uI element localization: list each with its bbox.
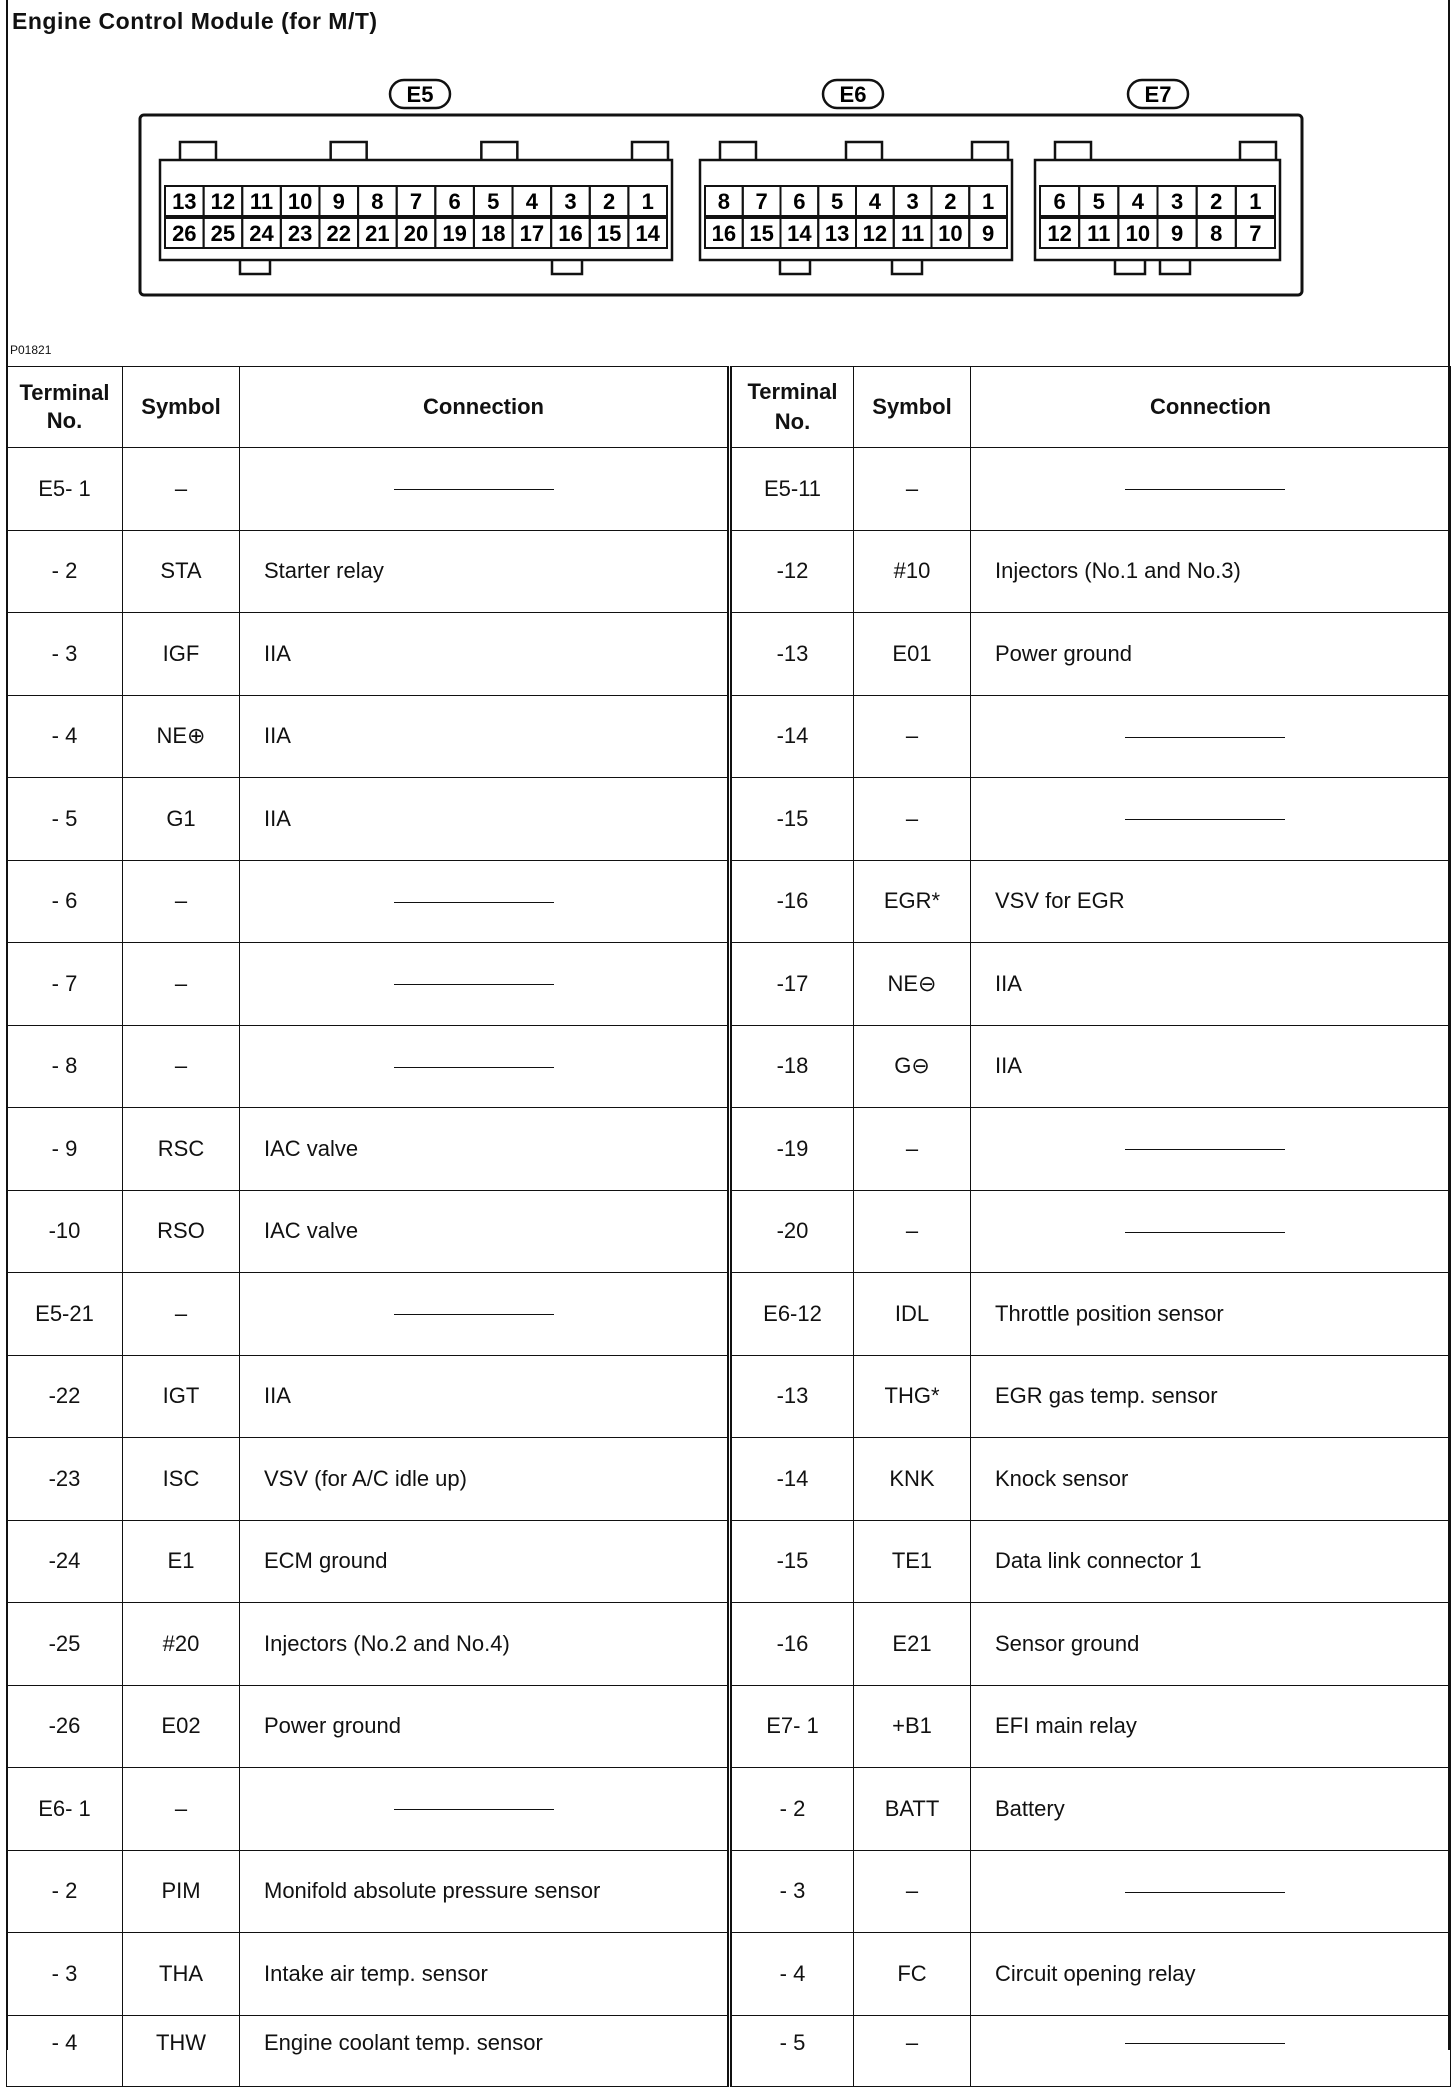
pin-number: 12	[210, 189, 236, 214]
connection-cell: IIA	[971, 943, 1451, 1026]
connection-cell: IIA	[240, 778, 730, 861]
connector-latch	[552, 260, 582, 274]
terminal-cell: - 4	[7, 695, 123, 778]
connection-cell: Monifold absolute pressure sensor	[240, 1850, 730, 1933]
header-connection: Connection	[971, 367, 1451, 448]
connection-cell	[240, 1768, 730, 1851]
connector-tab	[1055, 142, 1091, 160]
no-connection-line	[394, 1314, 554, 1315]
connector-diagram	[0, 0, 1456, 360]
table-row	[7, 1933, 1451, 2016]
header-symbol: Symbol	[854, 367, 971, 448]
no-connection-line	[1125, 1232, 1285, 1233]
symbol-cell: THG*	[854, 1355, 971, 1438]
connection-cell: EGR gas temp. sensor	[971, 1355, 1451, 1438]
symbol-cell: NE⊕	[123, 695, 240, 778]
symbol-cell: TE1	[854, 1520, 971, 1603]
terminal-cell: -17	[730, 943, 854, 1026]
connection-cell: IIA	[240, 613, 730, 696]
connector-label: E5	[406, 82, 434, 107]
symbol-cell: E21	[854, 1603, 971, 1686]
pin-number: 14	[787, 221, 812, 246]
symbol-cell: FC	[854, 1933, 971, 2016]
terminal-cell: - 4	[7, 2015, 123, 2086]
terminal-cell: - 2	[730, 1768, 854, 1851]
terminal-cell: - 8	[7, 1025, 123, 1108]
connector-tab	[1240, 142, 1276, 160]
connector-tab	[180, 142, 216, 160]
table-row	[7, 943, 1451, 1026]
symbol-cell: #20	[123, 1603, 240, 1686]
pin-number: 17	[519, 221, 545, 246]
pin-number: 6	[793, 189, 806, 214]
terminal-cell: - 5	[730, 2015, 854, 2086]
pin-number: 21	[365, 221, 390, 246]
connection-cell	[971, 695, 1451, 778]
terminal-cell: - 2	[7, 530, 123, 613]
terminal-cell: - 7	[7, 943, 123, 1026]
terminal-cell: - 3	[7, 1933, 123, 2016]
pin-number: 11	[249, 189, 274, 214]
connection-cell: Knock sensor	[971, 1438, 1451, 1521]
connection-cell	[240, 860, 730, 943]
connection-cell	[240, 448, 730, 531]
pin-number: 8	[1210, 221, 1223, 246]
table-row	[7, 1355, 1451, 1438]
terminal-cell: - 6	[7, 860, 123, 943]
pin-number: 13	[824, 221, 850, 246]
pin-number: 24	[249, 221, 274, 246]
pin-number: 16	[558, 221, 583, 246]
terminal-cell: -26	[7, 1685, 123, 1768]
pin-number: 16	[711, 221, 737, 246]
pin-number: 5	[831, 189, 844, 214]
symbol-cell: –	[123, 943, 240, 1026]
connection-cell: Sensor ground	[971, 1603, 1451, 1686]
terminal-cell: -16	[730, 860, 854, 943]
connector-e7	[1035, 80, 1280, 274]
table-row	[7, 448, 1451, 531]
connection-cell: VSV (for A/C idle up)	[240, 1438, 730, 1521]
pin-number: 2	[602, 189, 616, 214]
terminal-cell: - 3	[730, 1850, 854, 1933]
terminal-cell: E5- 1	[7, 448, 123, 531]
connection-cell	[971, 2015, 1451, 2086]
symbol-cell: –	[854, 695, 971, 778]
connection-cell	[971, 1190, 1451, 1273]
pin-number: 3	[906, 189, 919, 214]
terminal-cell: -13	[730, 1355, 854, 1438]
terminal-cell: -15	[730, 778, 854, 861]
pin-number: 19	[442, 221, 467, 246]
table-row	[7, 613, 1451, 696]
page-title: Engine Control Module (for M/T)	[12, 8, 378, 34]
terminal-cell: -12	[730, 530, 854, 613]
connection-cell: Starter relay	[240, 530, 730, 613]
connector-latch	[780, 260, 810, 274]
connection-cell: Circuit opening relay	[971, 1933, 1451, 2016]
terminal-cell: E7- 1	[730, 1685, 854, 1768]
pin-number: 4	[868, 189, 881, 214]
pin-number: 3	[564, 189, 577, 214]
table-header-row	[7, 367, 1451, 448]
connection-cell	[971, 448, 1451, 531]
connection-cell	[240, 1025, 730, 1108]
no-connection-line	[394, 489, 554, 490]
table-row	[7, 860, 1451, 943]
connector-label: E6	[839, 82, 867, 107]
symbol-cell: ISC	[123, 1438, 240, 1521]
connector-e5	[160, 80, 672, 274]
symbol-cell: –	[854, 1108, 971, 1191]
symbol-cell: E01	[854, 613, 971, 696]
table-row	[7, 1438, 1451, 1521]
no-connection-line	[394, 1067, 554, 1068]
connector-latch	[1115, 260, 1145, 274]
terminal-cell: E5-11	[730, 448, 854, 531]
terminal-cell: E6- 1	[7, 1768, 123, 1851]
table-row	[7, 530, 1451, 613]
pin-number: 4	[525, 189, 538, 214]
terminal-cell: -23	[7, 1438, 123, 1521]
terminal-cell: -10	[7, 1190, 123, 1273]
symbol-cell: NE⊖	[854, 943, 971, 1026]
pin-number: 2	[1210, 189, 1223, 214]
pin-number: 12	[1047, 221, 1072, 246]
table-row	[7, 778, 1451, 861]
symbol-cell: –	[123, 860, 240, 943]
connection-cell: IIA	[240, 695, 730, 778]
symbol-cell: EGR*	[854, 860, 971, 943]
pin-number: 4	[1131, 189, 1145, 214]
pin-number: 26	[172, 221, 197, 246]
connection-cell: Power ground	[240, 1685, 730, 1768]
pin-number: 7	[755, 189, 768, 214]
table-row	[7, 1025, 1451, 1108]
symbol-cell: THA	[123, 1933, 240, 2016]
connection-cell	[240, 943, 730, 1026]
no-connection-line	[1125, 1149, 1285, 1150]
symbol-cell: #10	[854, 530, 971, 613]
terminal-cell: - 3	[7, 613, 123, 696]
connection-cell: Intake air temp. sensor	[240, 1933, 730, 2016]
terminal-table	[6, 366, 1451, 2087]
pin-number: 5	[1092, 189, 1105, 214]
symbol-cell: PIM	[123, 1850, 240, 1933]
table-row	[7, 2015, 1451, 2086]
connection-cell: Power ground	[971, 613, 1451, 696]
symbol-cell: E1	[123, 1520, 240, 1603]
connector-latch	[240, 260, 270, 274]
symbol-cell: THW	[123, 2015, 240, 2086]
table-row	[7, 1190, 1451, 1273]
pin-number: 6	[1053, 189, 1066, 214]
terminal-cell: -14	[730, 695, 854, 778]
terminal-cell: - 2	[7, 1850, 123, 1933]
pin-number: 10	[287, 189, 313, 214]
header-connection: Connection	[240, 367, 730, 448]
terminal-cell: -19	[730, 1108, 854, 1191]
no-connection-line	[1125, 489, 1285, 490]
terminal-cell: -24	[7, 1520, 123, 1603]
terminal-cell: E5-21	[7, 1273, 123, 1356]
pin-number: 14	[635, 221, 660, 246]
table-row	[7, 1603, 1451, 1686]
symbol-cell: –	[123, 1273, 240, 1356]
pin-number: 13	[172, 189, 197, 214]
no-connection-line	[1125, 2043, 1285, 2044]
symbol-cell: –	[854, 2015, 971, 2086]
pin-number: 22	[326, 221, 352, 246]
connector-tab	[846, 142, 882, 160]
pin-number: 8	[371, 189, 384, 214]
symbol-cell: –	[854, 448, 971, 531]
connector-tab	[481, 142, 517, 160]
connector-tab	[331, 142, 367, 160]
symbol-cell: IDL	[854, 1273, 971, 1356]
terminal-cell: - 9	[7, 1108, 123, 1191]
connection-cell	[971, 778, 1451, 861]
table-row	[7, 1520, 1451, 1603]
connection-cell: Throttle position sensor	[971, 1273, 1451, 1356]
pin-number: 25	[210, 221, 236, 246]
terminal-cell: -16	[730, 1603, 854, 1686]
connection-cell: IIA	[971, 1025, 1451, 1108]
connection-cell: EFI main relay	[971, 1685, 1451, 1768]
symbol-cell: G⊖	[854, 1025, 971, 1108]
pin-number: 2	[944, 189, 957, 214]
symbol-cell: E02	[123, 1685, 240, 1768]
connector-label: E7	[1144, 82, 1172, 107]
pin-number: 20	[403, 221, 429, 246]
pin-number: 23	[287, 221, 313, 246]
pin-number: 3	[1170, 189, 1184, 214]
connection-cell	[971, 1108, 1451, 1191]
pin-number: 9	[332, 189, 345, 214]
symbol-cell: +B1	[854, 1685, 971, 1768]
symbol-cell: –	[854, 1850, 971, 1933]
connection-cell: Battery	[971, 1768, 1451, 1851]
pin-number: 11	[1087, 221, 1111, 246]
table-row	[7, 1768, 1451, 1851]
pin-number: 1	[641, 189, 654, 214]
header-terminal: Terminal No.	[7, 367, 123, 448]
no-connection-line	[394, 1809, 554, 1810]
pin-number: 8	[717, 189, 730, 214]
terminal-cell: -13	[730, 613, 854, 696]
pin-number: 9	[982, 221, 995, 246]
pin-number: 7	[1249, 221, 1262, 246]
header-terminal: Terminal No.	[730, 367, 854, 448]
terminal-cell: -25	[7, 1603, 123, 1686]
symbol-cell: –	[123, 1768, 240, 1851]
no-connection-line	[1125, 1892, 1285, 1893]
no-connection-line	[394, 902, 554, 903]
pin-number: 1	[982, 189, 995, 214]
connector-tab	[972, 142, 1008, 160]
terminal-cell: -15	[730, 1520, 854, 1603]
table-row	[7, 1850, 1451, 1933]
symbol-cell: STA	[123, 530, 240, 613]
connector-e6	[700, 80, 1012, 274]
connection-cell: ECM ground	[240, 1520, 730, 1603]
terminal-cell: -20	[730, 1190, 854, 1273]
pin-number: 15	[749, 221, 774, 246]
pin-number: 11	[900, 221, 925, 246]
pin-number: 10	[938, 221, 963, 246]
pin-number: 15	[596, 221, 622, 246]
terminal-cell: - 4	[730, 1933, 854, 2016]
connection-cell: VSV for EGR	[971, 860, 1451, 943]
symbol-cell: IGT	[123, 1355, 240, 1438]
pin-number: 5	[487, 189, 500, 214]
connector-tab	[720, 142, 756, 160]
connection-cell: Injectors (No.2 and No.4)	[240, 1603, 730, 1686]
no-connection-line	[394, 984, 554, 985]
pin-number: 9	[1170, 221, 1184, 246]
pin-number: 1	[1249, 189, 1262, 214]
pin-number: 7	[409, 189, 423, 214]
connector-tab	[632, 142, 668, 160]
pin-number: 12	[862, 221, 888, 246]
no-connection-line	[1125, 737, 1285, 738]
table-row	[7, 695, 1451, 778]
connector-latch	[1160, 260, 1190, 274]
no-connection-line	[1125, 819, 1285, 820]
symbol-cell: –	[123, 1025, 240, 1108]
symbol-cell: IGF	[123, 613, 240, 696]
connection-cell: Injectors (No.1 and No.3)	[971, 530, 1451, 613]
connection-cell: Engine coolant temp. sensor	[240, 2015, 730, 2086]
connection-cell	[971, 1850, 1451, 1933]
symbol-cell: KNK	[854, 1438, 971, 1521]
terminal-cell: -18	[730, 1025, 854, 1108]
table-row	[7, 1685, 1451, 1768]
pin-number: 10	[1125, 221, 1151, 246]
symbol-cell: –	[854, 1190, 971, 1273]
pin-number: 18	[480, 221, 506, 246]
symbol-cell: G1	[123, 778, 240, 861]
table-row	[7, 1108, 1451, 1191]
symbol-cell: –	[854, 778, 971, 861]
connection-cell	[240, 1273, 730, 1356]
header-symbol: Symbol	[123, 367, 240, 448]
symbol-cell: RSC	[123, 1108, 240, 1191]
table-row	[7, 1273, 1451, 1356]
connection-cell: IAC valve	[240, 1108, 730, 1191]
symbol-cell: RSO	[123, 1190, 240, 1273]
connection-cell: IAC valve	[240, 1190, 730, 1273]
terminal-cell: - 5	[7, 778, 123, 861]
connection-cell: Data link connector 1	[971, 1520, 1451, 1603]
symbol-cell: –	[123, 448, 240, 531]
symbol-cell: BATT	[854, 1768, 971, 1851]
terminal-cell: -22	[7, 1355, 123, 1438]
connection-cell: IIA	[240, 1355, 730, 1438]
connector-latch	[892, 260, 922, 274]
terminal-cell: -14	[730, 1438, 854, 1521]
pin-number: 6	[448, 189, 461, 214]
figure-code: P01821	[10, 343, 52, 357]
terminal-cell: E6-12	[730, 1273, 854, 1356]
